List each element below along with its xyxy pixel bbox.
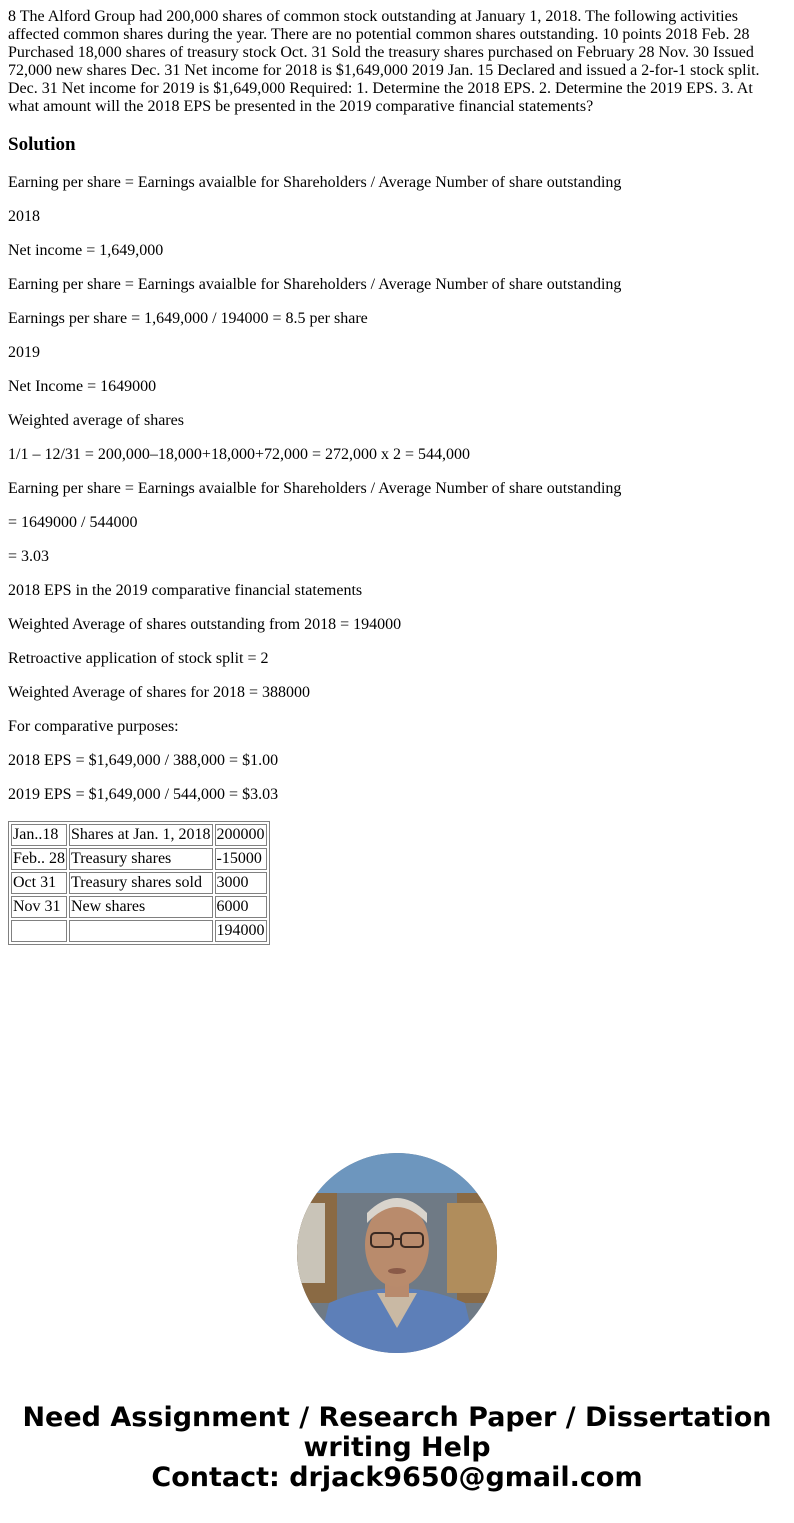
- solution-line: Earning per share = Earnings avaialble for Shareholders / Average Number of share outstanding: [8, 174, 622, 191]
- solution-line: = 1649000 / 544000: [8, 514, 138, 531]
- table-cell-description: New shares: [69, 896, 213, 918]
- promo-banner: [0, 1403, 794, 1493]
- table-cell-description: Treasury shares sold: [69, 872, 213, 894]
- table-cell-date: Feb.. 28: [11, 848, 67, 870]
- solution-line: For comparative purposes:: [8, 718, 179, 735]
- table-row: [11, 896, 267, 918]
- solution-line: 2018: [8, 208, 40, 225]
- solution-heading: Solution: [8, 134, 76, 155]
- question-text: 8 The Alford Group had 200,000 shares of common stock outstanding at January 1, 2018. The following activities affected common shares during the year. There are no potential common shares outstanding. 10 points 2018 Feb. 28 Purchased 18,000 shares of treasury stock Oct. 31 Sold the treasury shares purchased on February 28 Nov. 30 Issued 72,000 new shares Dec. 31 Net income for 2018 is $1,649,000 2019 Jan. 15 Declared and issued a 2-for-1 stock split. Dec. 31 Net income for 2019 is $1,649,000 Required: 1. Determine the 2018 EPS. 2. Determine the 2019 EPS. 3. At what amount will the 2018 EPS be presented in the 2019 comparative financial statements?: [8, 8, 760, 115]
- solution-line: Earning per share = Earnings avaialble for Shareholders / Average Number of share outstanding: [8, 480, 622, 497]
- solution-line: 1/1 – 12/31 = 200,000–18,000+18,000+72,000 = 272,000 x 2 = 544,000: [8, 446, 471, 463]
- table-cell-date: Nov 31: [11, 896, 67, 918]
- solution-line: = 3.03: [8, 548, 50, 565]
- solution-line: Weighted Average of shares outstanding from 2018 = 194000: [8, 616, 402, 633]
- table-cell-amount: 6000: [215, 896, 267, 918]
- table-cell-total: 194000: [215, 920, 267, 942]
- solution-line: 2019: [8, 344, 40, 361]
- solution-line: Earning per share = Earnings avaialble for Shareholders / Average Number of share outstanding: [8, 276, 622, 293]
- solution-line: 2018 EPS in the 2019 comparative financial statements: [8, 582, 363, 599]
- solution-line: Retroactive application of stock split = 2: [8, 650, 269, 667]
- promo-line: Need Assignment / Research Paper / Dissertation: [22, 1402, 772, 1433]
- table-row: [11, 920, 267, 942]
- shares-table: [8, 821, 270, 945]
- table-cell-amount: 3000: [215, 872, 267, 894]
- table-cell-date: Jan..18: [11, 824, 67, 846]
- table-row: [11, 872, 267, 894]
- solution-body: [8, 174, 778, 820]
- tutor-avatar: [297, 1153, 497, 1353]
- solution-line: 2019 EPS = $1,649,000 / 544,000 = $3.03: [8, 786, 279, 803]
- table-cell-description: Shares at Jan. 1, 2018: [69, 824, 213, 846]
- table-cell-description: Treasury shares: [69, 848, 213, 870]
- table-cell-amount: 200000: [215, 824, 267, 846]
- solution-line: Earnings per share = 1,649,000 / 194000 = 8.5 per share: [8, 310, 368, 327]
- table-cell-description: [69, 920, 213, 942]
- promo-line: writing Help: [303, 1432, 491, 1463]
- table-cell-date: Oct 31: [11, 872, 67, 894]
- table-cell-amount: -15000: [215, 848, 267, 870]
- table-row: [11, 848, 267, 870]
- avatar-portrait-icon: [297, 1153, 497, 1353]
- promo-contact: Contact: drjack9650@gmail.com: [151, 1462, 643, 1493]
- solution-line: Net income = 1,649,000: [8, 242, 164, 259]
- solution-line: Weighted Average of shares for 2018 = 388000: [8, 684, 311, 701]
- solution-line: 2018 EPS = $1,649,000 / 388,000 = $1.00: [8, 752, 279, 769]
- table-row: [11, 824, 267, 846]
- solution-line: Net Income = 1649000: [8, 378, 157, 395]
- solution-line: Weighted average of shares: [8, 412, 184, 429]
- table-cell-date: [11, 920, 67, 942]
